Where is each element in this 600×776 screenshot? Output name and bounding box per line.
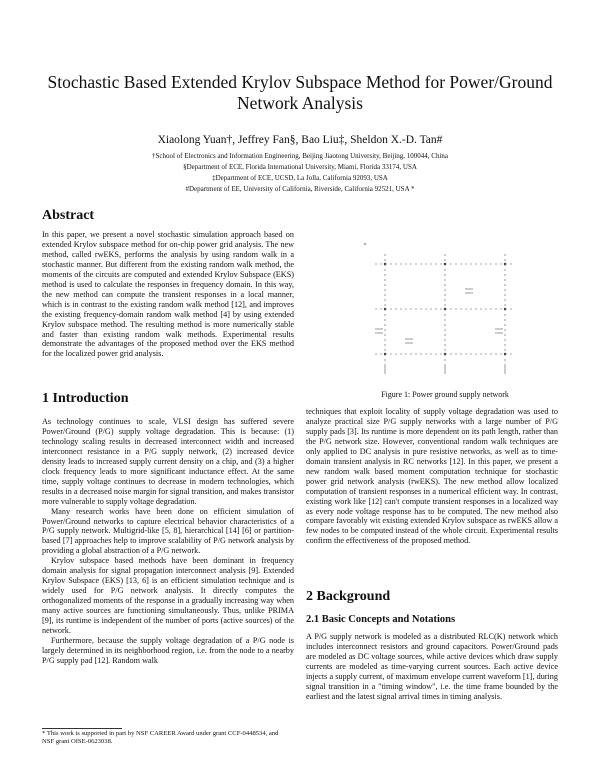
author-list: Xiaolong Yuan†, Jeffrey Fan§, Bao Liu‡, Sheldon X.-D. Tan# — [157, 134, 443, 146]
title-line-2: Network Analysis — [237, 93, 363, 113]
abstract-text — [42, 230, 294, 359]
intro-paragraph-continued: techniques that exploit locality of supply voltage degradation was used to analyze practical size P/G supply networks with a large number of P/G supply pads [3]. Its runtime is more dependent on its path length, rather than the P/G network size. However, conventional random walk techniques are only applied to DC analysis in pure resistive networks, as well as to time-domain transient analysis in RC networks [12]. In this paper, we present a new random walk based moment computation technique for stochastic power grid network analysis (rwEKS). The new method allow localized computation of transient responses in a numerical efficient way. In contrast, existing work like [12] can't compute transient responses in a localized way as every node voltage response has to be computed. The new method also compare favorably wit existing extended Krylov subspace as rwEKS allow a few nodes to be computed instead of the whole circuit. Experimental results confirm the effectiveness of the proposed method. — [306, 407, 558, 546]
abstract-paragraph: In this paper, we present a novel stochastic simulation approach based on extended Krylov subspace method for on-chip power grid analysis. The new method, called rwEKS, performs the analysis by using random walk in a stochastic manner. But different from the existing random walk method, the moments of the circuits are computed and extended Krylov Subspace (EKS) method is used to calculate the responses in frequency domain. In this way, the new method can compute the transient responses in a local manner, which is in contrast to the existing random walk method [12], and improves the existing frequency-domain random walk method [4] by using extended Krylov subspace method. The resulting method is more numerically stable and faster than existing random walk methods. Experimental results demonstrate the advantages of the proposed method over the EKS method for the localized power grid analysis. — [42, 230, 294, 359]
section-2-heading: 2 Background — [306, 589, 391, 604]
subsection-2-1-heading: 2.1 Basic Concepts and Notations — [306, 614, 456, 625]
affiliation-2: §Department of ECE, Florida International University, Miami, Florida 33174, USA — [183, 163, 417, 171]
power-grid-diagram — [345, 234, 545, 384]
background-text — [306, 632, 558, 702]
abstract-heading: Abstract — [42, 208, 95, 223]
section-1-heading: 1 Introduction — [42, 391, 129, 406]
figure-caption: Figure 1: Power ground supply network — [381, 390, 509, 399]
power-grid-figure — [345, 234, 545, 384]
intro-right-column — [306, 407, 558, 546]
footnote: * This work is supported in part by NSF CAREER Award under grant CCF-0448534, and NSF grant OISE-0623038. — [42, 730, 279, 746]
affiliation-4: #Department of EE, University of California, Riverside, California 92521, USA * — [185, 185, 415, 193]
intro-left-column — [42, 417, 294, 666]
affiliation-3: ‡Department of ECE, UCSD, La Jolla, California 92093, USA — [212, 174, 388, 182]
title-line-1: Stochastic Based Extended Krylov Subspace Method for Power/Ground — [47, 72, 553, 92]
intro-paragraph-4: Furthermore, because the supply voltage degradation of a P/G node is largely determined in its neighborhood region, i.e. from the node to a nearby P/G supply pad [12]. Random walk — [42, 635, 294, 665]
affiliation-1: †School of Electronics and Information Engineering, Beijing Jiaotong University, Beijing, 100044, China — [151, 152, 449, 160]
intro-paragraph-3: Krylov subspace based methods have been dominant in frequency domain analysis for signal propagation interconnect analysis [9]. Extended Krylov Subspace (EKS) [13, 6] is an efficient simulation technique and is widely used for P/G network analysis. It directly computes the orthogonalized moments of the response in a gradually increasing way when many active sources are functioning simultaneously. Thus, unlike PRIMA [9], its runtime is independent of the number of ports (active sources) of the network. — [42, 556, 294, 636]
paper-title — [30, 72, 570, 114]
footnote-rule — [42, 728, 122, 729]
intro-paragraph-1: As technology continues to scale, VLSI design has suffered severe Power/Ground (P/G) supply voltage degradation. This is because: (1) technology scaling results in decreased interconnect width and increased interconnect resistance in a P/G supply network, (2) increased device density leads to increased supply current density on a chip, and (3) a higher clock frequency leads to more significant inductance effect. At the same time, supply voltage continues to decrease in modern technologies, which results in a decreased noise margin for signal transition, and makes transistor more vulnerable to supply voltage degradation. — [42, 417, 294, 506]
intro-paragraph-2: Many research works have been done on efficient simulation of Power/Ground networks to capture electrical behavior characteristics of a P/G supply network. Multigrid-like [5, 8], hierarchical [14] [6] or partition-based [7] approaches help to improve scalability of P/G network analysis by providing a global abstraction of a P/G network. — [42, 506, 294, 556]
background-paragraph: A P/G supply network is modeled as a distributed RLC(K) network which includes interconnect resistors and ground capacitors. Power/Ground pads are modeled as DC voltage sources, while active devices which draw supply currents are modeled as time-varying current sources. Each active device injects a supply current, of maximum envelope current waveform [1], during signal transition in a "timing window", i.e. the time frame bounded by the earliest and the latest signal arrival times in timing analysis. — [306, 632, 558, 701]
